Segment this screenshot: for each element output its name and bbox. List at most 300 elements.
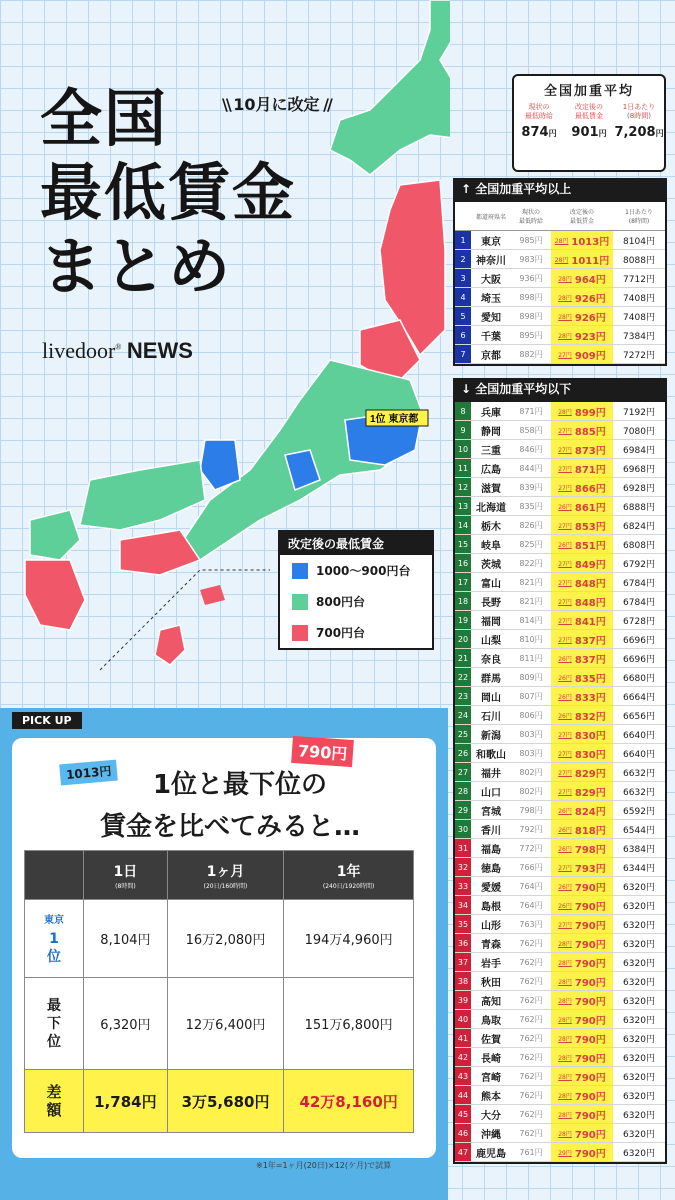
daily-wage-cell: 6320円	[623, 1129, 655, 1140]
daily-wage-cell: 7384円	[623, 331, 655, 342]
new-wage-cell: 26円 833円	[551, 687, 613, 705]
new-wage-cell: 27円 830円	[551, 725, 613, 743]
pref-cell: 長崎	[481, 1053, 501, 1065]
new-wage-cell: 26円 861円	[551, 497, 613, 515]
rank-cell: 32	[455, 858, 471, 876]
current-wage-cell: 809円	[519, 672, 543, 682]
new-wage-cell: 28円 964円	[551, 269, 613, 287]
table-row	[455, 459, 665, 478]
new-wage-cell: 27円 866円	[551, 478, 613, 496]
map-chugoku	[80, 460, 205, 530]
pref-cell: 長野	[481, 597, 501, 609]
rank-cell: 37	[455, 953, 471, 971]
pickup-headline2: 賃金を比べてみると…	[99, 812, 360, 842]
current-wage-cell: 810円	[519, 634, 543, 644]
new-wage-cell: 28円 923円	[551, 326, 613, 344]
table-row	[455, 801, 665, 820]
daily-wage-cell: 6320円	[623, 1053, 655, 1064]
new-wage-cell: 27円 793円	[551, 858, 613, 876]
current-wage-cell: 985円	[519, 235, 543, 245]
new-wage-cell: 28円 790円	[551, 972, 613, 990]
first-year-value: 194万4,960円	[284, 900, 414, 978]
rank-cell: 10	[455, 440, 471, 458]
new-wage-cell: 27円 909円	[551, 345, 613, 363]
avg-col1-label: 現状の 最低時給	[525, 103, 553, 120]
current-wage-cell: 822円	[519, 558, 543, 568]
first-day-value: 8,104円	[84, 900, 168, 978]
avg-col2-label: 改定後の 最低賃金	[575, 103, 603, 120]
rank-cell: 2	[455, 250, 471, 268]
new-wage-cell: 28円 790円	[551, 1029, 613, 1047]
daily-wage-cell: 6680円	[623, 673, 655, 684]
map-islands	[200, 585, 225, 605]
table-row	[455, 706, 665, 725]
current-wage-cell: 858円	[519, 425, 543, 435]
new-wage-cell: 26円 790円	[551, 877, 613, 895]
pref-cell: 秋田	[481, 977, 501, 989]
col-day: 1日 (8時間)	[84, 851, 168, 900]
new-wage-cell: 27円 829円	[551, 763, 613, 781]
daily-wage-cell: 6888円	[623, 502, 655, 513]
rank-cell: 8	[455, 402, 471, 420]
badge-text: 10月に改定	[233, 95, 320, 114]
new-wage-cell: 27円 873円	[551, 440, 613, 458]
rank-cell: 13	[455, 497, 471, 515]
daily-wage-cell: 6984円	[623, 445, 655, 456]
pref-cell: 愛媛	[481, 882, 501, 894]
new-wage-cell: 27円 829円	[551, 782, 613, 800]
rank-cell: 36	[455, 934, 471, 952]
daily-wage-cell: 7408円	[623, 293, 655, 304]
pref-cell: 滋賀	[481, 483, 501, 495]
pref-cell: 大分	[481, 1110, 501, 1122]
daily-wage-cell: 6320円	[623, 939, 655, 950]
new-wage-cell: 28円 790円	[551, 1105, 613, 1123]
col-month: 1ヶ月 (20日/160時間)	[167, 851, 283, 900]
rank-cell: 23	[455, 687, 471, 705]
pref-cell: 岐阜	[481, 540, 501, 552]
table-row	[455, 782, 665, 801]
daily-wage-cell: 6344円	[623, 863, 655, 874]
new-wage-cell: 28円 790円	[551, 1124, 613, 1142]
daily-wage-cell: 6592円	[623, 806, 655, 817]
new-wage-cell: 28円 790円	[551, 991, 613, 1009]
last-year-value: 151万6,800円	[284, 978, 414, 1070]
daily-wage-cell: 6320円	[623, 1072, 655, 1083]
title-line1: 全国	[40, 82, 169, 155]
current-wage-cell: 762円	[519, 976, 543, 986]
new-wage-cell: 26円 837円	[551, 649, 613, 667]
table-row	[455, 687, 665, 706]
current-wage-cell: 762円	[519, 1071, 543, 1081]
new-wage-cell: 26円 832円	[551, 706, 613, 724]
okinawa-divider	[100, 570, 270, 670]
pref-cell: 静岡	[481, 426, 501, 438]
map-kansai	[200, 440, 240, 490]
new-wage-cell: 26円 835円	[551, 668, 613, 686]
current-wage-cell: 846円	[519, 444, 543, 454]
rank-cell: 39	[455, 991, 471, 1009]
pref-cell: 兵庫	[481, 407, 501, 419]
table-row	[455, 972, 665, 991]
rank-cell: 24	[455, 706, 471, 724]
new-wage-cell: 28円 790円	[551, 1048, 613, 1066]
daily-wage-cell: 7192円	[623, 407, 655, 418]
current-wage-cell: 936円	[519, 273, 543, 283]
current-wage-cell: 762円	[519, 1128, 543, 1138]
pref-cell: 岩手	[481, 958, 501, 970]
table-row	[455, 535, 665, 554]
last-month-value: 12万6,400円	[167, 978, 283, 1070]
comparison-table	[24, 850, 414, 1133]
pref-cell: 高知	[481, 996, 501, 1008]
table-row	[455, 497, 665, 516]
current-wage-cell: 898円	[519, 292, 543, 302]
table-row	[455, 478, 665, 497]
table-row	[455, 1105, 665, 1124]
pref-cell: 沖縄	[481, 1129, 501, 1141]
new-wage-cell: 28円 926円	[551, 307, 613, 325]
average-title: 全国加重平均	[543, 84, 634, 99]
avg-col3-value: 7,208	[614, 125, 656, 140]
daily-wage-cell: 6320円	[623, 1034, 655, 1045]
pref-cell: 神奈川	[476, 255, 506, 267]
daily-wage-cell: 6968円	[623, 464, 655, 475]
legend-item-green: 800円台	[280, 586, 432, 617]
pref-cell: 佐賀	[481, 1034, 501, 1046]
row-first-label: 東京 1 位	[25, 900, 84, 978]
pref-cell: 熊本	[481, 1091, 501, 1103]
pref-cell: 奈良	[481, 654, 501, 666]
new-wage-cell: 28円 790円	[551, 934, 613, 952]
row-last-label: 最 下 位	[25, 978, 84, 1070]
title-line2: 最低賃金	[40, 156, 297, 229]
new-wage-cell: 28円 926円	[551, 288, 613, 306]
new-wage-cell: 26円 818円	[551, 820, 613, 838]
current-wage-cell: 806円	[519, 710, 543, 720]
rank-cell: 35	[455, 915, 471, 933]
pref-cell: 徳島	[481, 863, 501, 875]
table-row	[455, 516, 665, 535]
new-wage-cell: 26円 824円	[551, 801, 613, 819]
rank-cell: 43	[455, 1067, 471, 1085]
rank-cell: 47	[455, 1143, 471, 1161]
map-legend	[278, 530, 434, 650]
daily-wage-cell: 6320円	[623, 958, 655, 969]
new-wage-cell: 27円 790円	[551, 915, 613, 933]
current-wage-cell: 802円	[519, 767, 543, 777]
current-wage-cell: 802円	[519, 786, 543, 796]
table-row	[455, 763, 665, 782]
rank-cell: 45	[455, 1105, 471, 1123]
current-wage-cell: 764円	[519, 881, 543, 891]
new-wage-cell: 28円 790円	[551, 953, 613, 971]
rank-cell: 9	[455, 421, 471, 439]
daily-wage-cell: 6384円	[623, 844, 655, 855]
pref-cell: 青森	[481, 939, 501, 951]
row-diff-label: 差 額	[25, 1070, 84, 1133]
current-wage-cell: 772円	[519, 843, 543, 853]
table-row	[455, 858, 665, 877]
daily-wage-cell: 6320円	[623, 1015, 655, 1026]
daily-wage-cell: 6320円	[623, 1091, 655, 1102]
current-wage-cell: 762円	[519, 1014, 543, 1024]
daily-wage-cell: 7408円	[623, 312, 655, 323]
current-wage-cell: 762円	[519, 995, 543, 1005]
new-wage-cell: 26円 790円	[551, 896, 613, 914]
diff-year-value: 42万8,160円	[284, 1070, 414, 1133]
table-row	[455, 668, 665, 687]
table-row	[455, 649, 665, 668]
rank-cell: 33	[455, 877, 471, 895]
new-wage-cell: 28円 790円	[551, 1010, 613, 1028]
current-wage-cell: 762円	[519, 957, 543, 967]
current-wage-cell: 844円	[519, 463, 543, 473]
daily-wage-cell: 6784円	[623, 597, 655, 608]
table-row	[455, 896, 665, 915]
legend-item-red: 700円台	[280, 617, 432, 648]
daily-wage-cell: 7712円	[623, 274, 655, 285]
current-wage-cell: 803円	[519, 729, 543, 739]
daily-wage-cell: 6640円	[623, 730, 655, 741]
daily-wage-cell: 6320円	[623, 882, 655, 893]
current-wage-cell: 764円	[519, 900, 543, 910]
current-wage-cell: 762円	[519, 1109, 543, 1119]
map-kyushu-s	[25, 560, 85, 630]
rank-cell: 40	[455, 1010, 471, 1028]
current-wage-cell: 898円	[519, 311, 543, 321]
rank-cell: 27	[455, 763, 471, 781]
new-wage-cell: 28円 790円	[551, 1067, 613, 1085]
table-row	[455, 1086, 665, 1105]
new-wage-cell: 28円 1011円	[551, 250, 613, 268]
daily-wage-cell: 6320円	[623, 977, 655, 988]
pill-top-wage: 1013円	[59, 760, 118, 786]
table-row	[455, 1010, 665, 1029]
new-wage-cell: 27円 848円	[551, 573, 613, 591]
pref-cell: 三重	[481, 445, 501, 457]
pref-cell: 栃木	[481, 521, 501, 533]
rank-cell: 28	[455, 782, 471, 800]
revision-badge: \\ 10月に改定 //	[222, 95, 331, 114]
table-row	[455, 877, 665, 896]
pref-cell: 新潟	[481, 730, 501, 742]
footnote: ※1年=1ヶ月(20日)×12(ケ月)で試算	[256, 1161, 392, 1170]
pref-cell: 香川	[481, 825, 501, 837]
daily-wage-cell: 6784円	[623, 578, 655, 589]
current-wage-cell: 762円	[519, 1052, 543, 1062]
table-row	[455, 744, 665, 763]
national-average-box: 全国加重平均 現状の 最低時給 874円 改定後の 最低賃金 901円 1日あたり (8時間) 7,208円	[512, 74, 666, 172]
above-average-table	[453, 200, 667, 366]
pref-cell: 茨城	[481, 559, 501, 571]
rank-cell: 38	[455, 972, 471, 990]
pref-cell: 大阪	[481, 274, 501, 286]
rank-cell: 42	[455, 1048, 471, 1066]
pref-cell: 福島	[481, 844, 501, 856]
new-wage-cell: 27円 837円	[551, 630, 613, 648]
tokyo-label: 1位 東京都	[370, 414, 419, 425]
table-row	[455, 307, 665, 326]
current-wage-cell: 839円	[519, 482, 543, 492]
daily-wage-cell: 6824円	[623, 521, 655, 532]
daily-wage-cell: 6640円	[623, 749, 655, 760]
pref-cell: 和歌山	[476, 749, 506, 761]
current-wage-cell: 803円	[519, 748, 543, 758]
table-row	[455, 915, 665, 934]
pref-cell: 石川	[481, 711, 501, 723]
current-wage-cell: 762円	[519, 1090, 543, 1100]
table-row	[455, 934, 665, 953]
daily-wage-cell: 6664円	[623, 692, 655, 703]
rank-cell: 29	[455, 801, 471, 819]
table-row	[455, 573, 665, 592]
current-wage-cell: 798円	[519, 805, 543, 815]
rank-cell: 18	[455, 592, 471, 610]
pref-cell: 宮城	[481, 806, 501, 818]
title-line3: まとめ	[40, 230, 233, 303]
table-row	[455, 231, 665, 250]
legend-title: 改定後の最低賃金	[280, 532, 432, 555]
current-wage-cell: 821円	[519, 577, 543, 587]
diff-day-value: 1,784円	[84, 1070, 168, 1133]
table-row	[455, 820, 665, 839]
avg-col2-value: 901	[571, 125, 599, 140]
current-wage-cell: 895円	[519, 330, 543, 340]
last-day-value: 6,320円	[84, 978, 168, 1070]
rank-cell: 1	[455, 231, 471, 249]
below-average-header: ↓ 全国加重平均以下	[453, 378, 667, 400]
current-wage-cell: 814円	[519, 615, 543, 625]
rank-cell: 16	[455, 554, 471, 572]
map-kyushu-n	[30, 510, 80, 560]
rank-cell: 21	[455, 649, 471, 667]
daily-wage-cell: 6696円	[623, 654, 655, 665]
table-row	[455, 326, 665, 345]
pickup-headline1: 1位と最下位の	[152, 770, 328, 800]
daily-wage-cell: 6632円	[623, 787, 655, 798]
daily-wage-cell: 7080円	[623, 426, 655, 437]
current-wage-cell: 821円	[519, 596, 543, 606]
daily-wage-cell: 6656円	[623, 711, 655, 722]
table-row	[455, 288, 665, 307]
pref-cell: 千葉	[481, 331, 501, 343]
avg-col1-value: 874	[521, 125, 549, 140]
daily-wage-cell: 6696円	[623, 635, 655, 646]
rank-cell: 25	[455, 725, 471, 743]
current-wage-cell: 762円	[519, 938, 543, 948]
pref-cell: 鹿児島	[476, 1148, 506, 1160]
current-wage-cell: 825円	[519, 539, 543, 549]
rank-cell: 30	[455, 820, 471, 838]
table-row	[455, 1124, 665, 1143]
new-wage-cell: 28円 899円	[551, 402, 613, 420]
rank-cell: 22	[455, 668, 471, 686]
avg-col3-label: 1日あたり (8時間)	[622, 103, 656, 120]
new-wage-cell: 28円 790円	[551, 1086, 613, 1104]
pref-cell: 広島	[481, 464, 501, 476]
rank-cell: 15	[455, 535, 471, 553]
table-row	[455, 991, 665, 1010]
pref-cell: 山形	[481, 920, 501, 932]
pref-cell: 東京	[481, 236, 501, 248]
daily-wage-cell: 7272円	[623, 350, 655, 361]
pref-cell: 福井	[481, 768, 501, 780]
above-average-header: ↑ 全国加重平均以上	[453, 178, 667, 200]
rank-cell: 7	[455, 345, 471, 363]
below-average-table	[453, 400, 667, 1164]
table-row	[455, 1048, 665, 1067]
table-row	[455, 1029, 665, 1048]
daily-wage-cell: 6320円	[623, 996, 655, 1007]
table-row	[455, 611, 665, 630]
pickup-tag: PICK UP	[12, 712, 82, 729]
table-row	[455, 630, 665, 649]
pref-cell: 京都	[481, 350, 501, 362]
daily-wage-cell: 6808円	[623, 540, 655, 551]
table-row	[455, 440, 665, 459]
current-wage-cell: 826円	[519, 520, 543, 530]
new-wage-cell: 28円 1013円	[551, 231, 613, 249]
table-row	[455, 1143, 665, 1162]
current-wage-cell: 761円	[519, 1147, 543, 1157]
daily-wage-cell: 6320円	[623, 920, 655, 931]
pref-cell: 群馬	[481, 673, 501, 685]
rank-cell: 34	[455, 896, 471, 914]
pref-cell: 山口	[481, 787, 501, 799]
pill-bottom-wage: 790円	[291, 736, 354, 767]
pref-cell: 埼玉	[481, 293, 501, 305]
rank-cell: 5	[455, 307, 471, 325]
map-okinawa	[155, 625, 185, 665]
daily-wage-cell: 6632円	[623, 768, 655, 779]
table-row	[455, 953, 665, 972]
pref-cell: 岡山	[481, 692, 501, 704]
pref-cell: 宮崎	[481, 1072, 501, 1084]
pref-cell: 鳥取	[481, 1015, 501, 1027]
current-wage-cell: 763円	[519, 919, 543, 929]
map-hokkaido	[330, 0, 450, 175]
rank-cell: 4	[455, 288, 471, 306]
rank-cell: 44	[455, 1086, 471, 1104]
table-row	[455, 345, 665, 364]
table-row	[455, 269, 665, 288]
rank-cell: 46	[455, 1124, 471, 1142]
daily-wage-cell: 6928円	[623, 483, 655, 494]
table-row	[455, 554, 665, 573]
new-wage-cell: 29円 790円	[551, 1143, 613, 1161]
legend-item-blue: 1000〜900円台	[280, 555, 432, 586]
table-row	[455, 421, 665, 440]
new-wage-cell: 26円 851円	[551, 535, 613, 553]
current-wage-cell: 807円	[519, 691, 543, 701]
table-row	[455, 402, 665, 421]
new-wage-cell: 27円 871円	[551, 459, 613, 477]
livedoor-logo: livedoor® NEWS	[42, 338, 193, 363]
pref-cell: 山梨	[481, 635, 501, 647]
first-month-value: 16万2,080円	[167, 900, 283, 978]
daily-wage-cell: 6792円	[623, 559, 655, 570]
rank-cell: 12	[455, 478, 471, 496]
daily-wage-cell: 8104円	[623, 236, 655, 247]
daily-wage-cell: 6320円	[623, 901, 655, 912]
pref-cell: 愛知	[481, 312, 501, 324]
rank-cell: 41	[455, 1029, 471, 1047]
rank-cell: 11	[455, 459, 471, 477]
current-wage-cell: 835円	[519, 501, 543, 511]
table-row	[455, 725, 665, 744]
table-head: 都道府県名 現状の 最低時給 改定後の 最低賃金 1日あたり (8時間)	[455, 202, 665, 231]
